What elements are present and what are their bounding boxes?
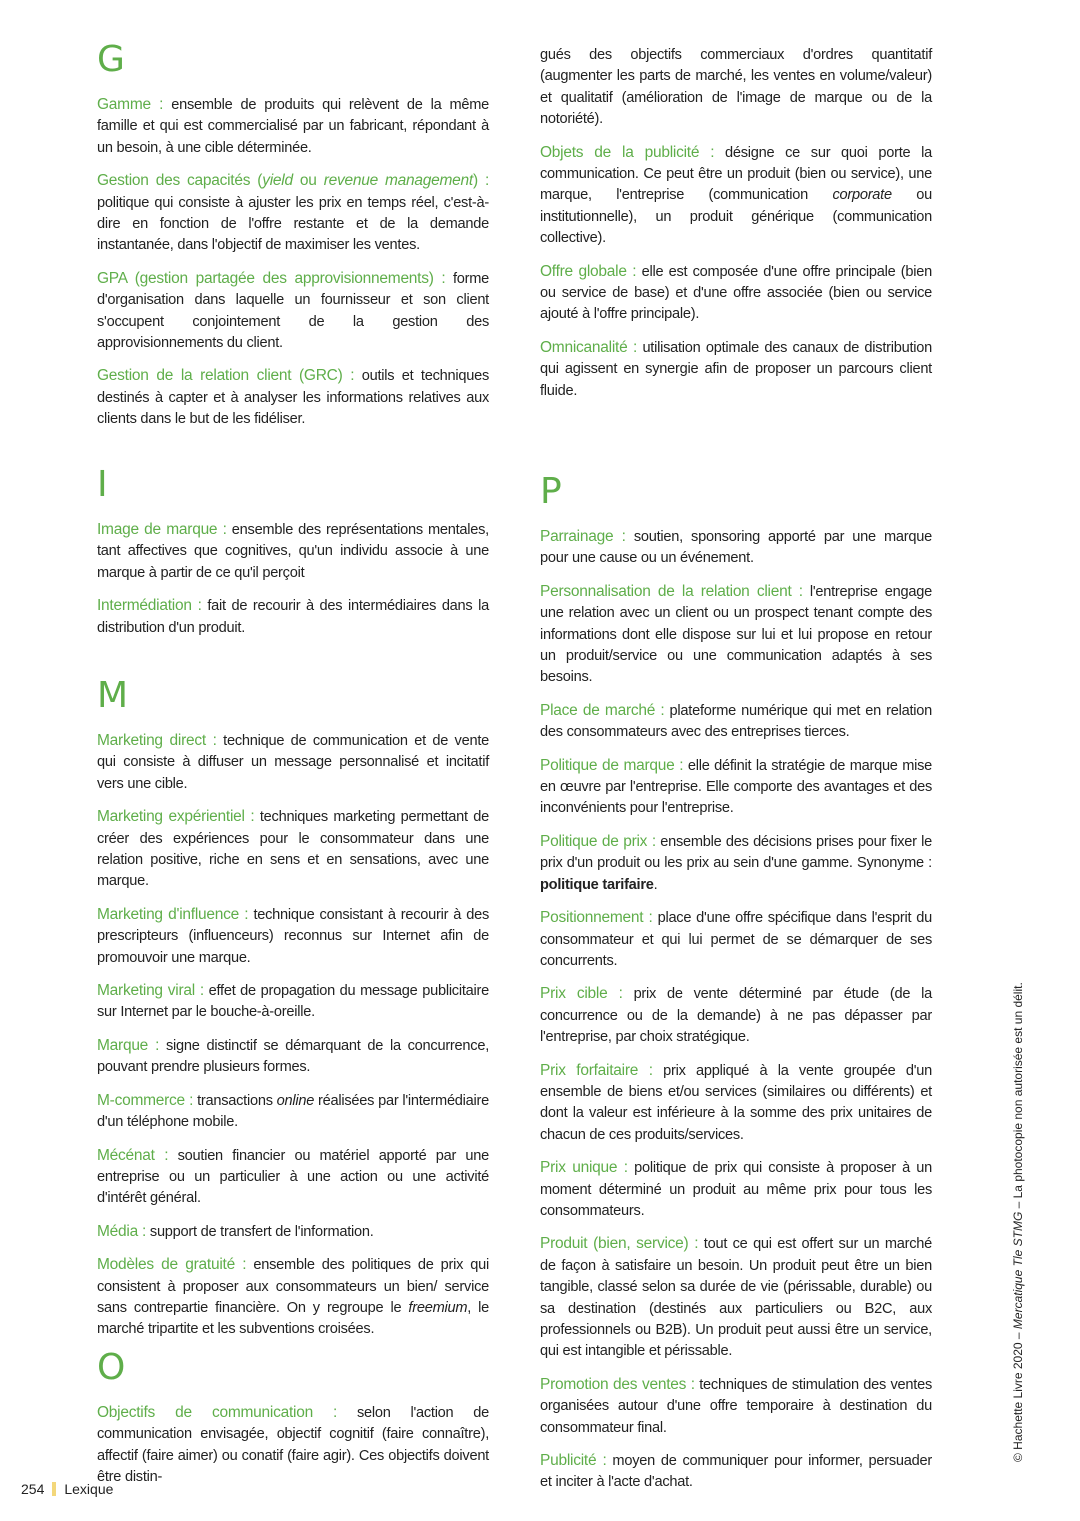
glossary-term: Marketing direct : [97, 732, 217, 749]
glossary-term: ) : [472, 172, 489, 190]
glossary-term: Objets de la publicité : [540, 143, 715, 161]
glossary-definition: ensemble des décisions prises pour fixer le prix d'un produit ou les prix au sein d'une gamme. Synonyme : [540, 833, 932, 872]
glossary-entry-gpa-gestion-partagee-des-approvisionnements [97, 268, 489, 355]
glossary-definition: ensemble des politiques de prix qui consistent à proposer aux consommateurs un bien/ service sans contrepartie financière. On y regroupe le [97, 1257, 489, 1316]
glossary-entry-gamme [97, 94, 489, 159]
glossary-term: Objectifs de communication : [97, 1404, 338, 1421]
copyright-text-end: – La photocopie non autorisée est un délit. [1011, 982, 1025, 1212]
section-g [97, 40, 489, 442]
glossary-term: Omnicanalité : [540, 338, 638, 356]
glossary-entry-marketing-d-influence [97, 904, 489, 969]
glossary-term: Prix cible : [540, 985, 623, 1003]
glossary-term: Personnalisation de la relation client : [540, 582, 803, 600]
glossary-definition: politique de prix qui consiste à proposer à un moment déterminé un produit au même prix pour tous les consommateurs. [540, 1160, 932, 1219]
section-letter: O [97, 1347, 126, 1388]
glossary-definition: réalisées par l'intermédiaire d'un téléphone mobile. [97, 1092, 489, 1131]
glossary-term: Gestion de la relation client (GRC) : [97, 367, 355, 385]
glossary-entry-offre-globale [540, 261, 932, 326]
glossary-entry-politique-de-prix [540, 831, 932, 896]
glossary-definition: ensemble des représentations mentales, tant affectives que cognitives, qu'un individu associe à une marque à partir de ce qu'il perçoit [97, 522, 489, 581]
glossary-entry-place-de-marche [540, 700, 932, 744]
section-letter: P [540, 471, 562, 512]
footer-divider [52, 1482, 56, 1496]
glossary-entry-politique-de-marque [540, 755, 932, 820]
glossary-definition: selon l'action de communication envisagée, objectif cognitif (faire connaître), affectif (faire aimer) ou conatif (faire agir). Ces objectifs doivent être distin- [97, 1405, 489, 1486]
glossary-definition: technique consistant à recourir à des prescripteurs (influenceurs) reconnus sur Internet afin de promouvoir une marque. [97, 906, 489, 966]
glossary-definition: techniques marketing permettant de créer des expériences pour le consommateur dans une relation positive, riche en sens et en sensations, avec une marque. [97, 809, 489, 890]
glossary-entry-marketing-direct [97, 730, 489, 795]
glossary-term: Média : [97, 1222, 147, 1240]
glossary-term: Parrainage : [540, 528, 626, 545]
glossary-term: Gestion des capacités ( [97, 172, 263, 190]
glossary-term: yield [262, 172, 293, 190]
glossary-definition: fait de recourir à des intermédiaires dans la distribution d'un produit. [97, 598, 489, 636]
copyright-text: © Hachette Livre 2020 – [1011, 1329, 1025, 1462]
glossary-definition: l'entreprise engage une relation avec un client ou un prospect tenant compte des informations dont elle dispose sur lui et lui propose en retour un produit/service ou une communication adaptés à ses besoins. [540, 583, 933, 686]
glossary-term: Intermédiation : [97, 597, 202, 615]
glossary-term: Place de marché : [540, 701, 665, 719]
glossary-term: Gamme : [97, 96, 164, 113]
glossary-definition: ou institutionnelle), un produit générique (communication collective). [540, 187, 932, 247]
glossary-term: Image de marque : [97, 521, 227, 538]
glossary-definition: corporate [832, 187, 892, 204]
glossary-term: Politique de marque : [540, 756, 684, 774]
glossary-definition: soutien financier ou matériel apporté par une entreprise ou un particulier à une action ou une activité d'intérêt général. [97, 1147, 489, 1207]
glossary-entry-marketing-experientiel [97, 806, 489, 893]
glossary-definition: place d'une offre spécifique dans l'esprit du consommateur et qui lui permet de se démarquer de ses concurrents. [540, 910, 932, 969]
glossary-definition: moyen de communiquer pour informer, persuader et inciter à l'acte d'achat. [540, 1453, 933, 1491]
glossary-definition: forme d'organisation dans laquelle un fournisseur et son client s'occupent conjointement de la gestion des approvisionnements du client. [97, 270, 489, 352]
glossary-term: GPA (gestion partagée des approvisionnements) : [97, 269, 446, 287]
glossary-entry-positionnement [540, 907, 932, 972]
glossary-term: M-commerce : [97, 1091, 194, 1109]
glossary-definition: politique tarifaire [540, 876, 654, 893]
glossary-definition: . [653, 876, 658, 893]
glossary-term: Positionnement : [540, 909, 653, 927]
glossary-term: Marketing d'influence : [97, 905, 249, 923]
glossary-entry-personnalisation-de-la-relation-client [540, 581, 932, 689]
glossary-entry-media [97, 1221, 489, 1243]
glossary-entry-marketing-viral [97, 980, 489, 1024]
glossary-definition: freemium [408, 1299, 468, 1316]
glossary-entry-modeles-de-gratuite [97, 1254, 489, 1341]
glossary-definition: politique qui consiste à ajuster les prix en temps réel, c'est-à-dire en fonction de l'offre restante et de la demande instantanée, dans l'objectif de maximiser les ventes. [97, 194, 489, 254]
glossary-entry-objets-de-la-publicite [540, 142, 932, 250]
glossary-term: ou [292, 172, 324, 190]
section-letter: G [97, 39, 125, 80]
glossary-term: Marketing viral : [97, 982, 204, 1000]
glossary-entry-prix-forfaitaire [540, 1060, 932, 1147]
glossary-term: Offre globale : [540, 262, 637, 280]
glossary-definition: prix appliqué à la vente groupée d'un ensemble de biens et/ou services (similaires ou différents) et dont la valeur est inférieure à la somme des prix unitaires de chacun de ces produits/services. [540, 1062, 932, 1143]
glossary-entry-image-de-marque [97, 519, 489, 584]
glossary-definition: effet de propagation du message publicitaire sur Internet par le bouche-à-oreille. [97, 983, 489, 1021]
glossary-entry-mecenat [97, 1145, 489, 1210]
glossary-term: Prix unique : [540, 1159, 628, 1177]
glossary-definition: signe distinctif se démarquant de la concurrence, pouvant prendre plusieurs formes. [97, 1037, 489, 1076]
glossary-definition: , le marché tripartite et les subventions croisées. [97, 1299, 490, 1338]
glossary-term: revenue management [323, 172, 473, 190]
section-letter: M [97, 675, 129, 716]
section-i [97, 465, 489, 650]
glossary-entry-publicite [540, 1450, 932, 1494]
glossary-definition: désigne ce sur quoi porte la communication. Ce peut être un produit (bien ou service), une marque, l'entreprise (communication [540, 144, 932, 204]
section-continued [540, 45, 932, 413]
glossary-term: Marketing expérientiel : [97, 808, 255, 826]
glossary-definition: tout ce qui est offert sur un marché de façon à satisfaire un besoin. Un produit peut être un bien tangible, classé selon sa durée de vie (périssable, durable) ou sa destination (destinés aux particuliers ou B2C, aux professionnels ou B2B). Un produit peut aussi être un service, qui est intangible et périssable. [540, 1236, 933, 1360]
section-p [540, 472, 932, 1505]
glossary-entry-prix-cible [540, 983, 932, 1048]
book-title: Mercatique Tle STMG [1011, 1211, 1025, 1330]
glossary-entry-marque [97, 1035, 489, 1079]
glossary-definition: utilisation optimale des canaux de distribution qui agissent en synergie afin de proposer un parcours client fluide. [540, 339, 932, 399]
glossary-entry-omnicanalite [540, 337, 932, 402]
glossary-definition: support de transfert de l'information. [146, 1223, 374, 1240]
glossary-term: Promotion des ventes : [540, 1375, 695, 1393]
glossary-term: Mécénat : [97, 1146, 169, 1164]
glossary-entry-prix-unique [540, 1157, 932, 1222]
page-number: 254 [21, 1481, 45, 1497]
section-letter: I [97, 464, 108, 505]
glossary-definition: prix de vente déterminé par étude (de la concurrence ou de la demande) à ne pas dépasser par l'entreprise, par choix stratégique. [540, 986, 932, 1046]
glossary-entry-m-commerce [97, 1090, 489, 1134]
glossary-term: Publicité : [540, 1452, 607, 1470]
section-name: Lexique [64, 1481, 114, 1497]
glossary-definition: plateforme numérique qui met en relation des consommateurs avec des entreprises tierces. [540, 702, 932, 741]
glossary-definition: ensemble de produits qui relèvent de la même famille et qui est commercialisé par un fabricant, répondant à un besoin, à une cible déterminée. [97, 97, 490, 156]
section-o [97, 1348, 489, 1500]
glossary-term: Marque : [97, 1036, 160, 1054]
glossary-definition: soutien, sponsoring apporté par une marque pour une cause ou un événement. [540, 529, 932, 567]
glossary-entry-continued [540, 45, 932, 131]
glossary-definition: outils et techniques destinés à capter et à analyser les informations relatives aux clients dans le but de les fidéliser. [97, 368, 490, 428]
glossary-definition: technique de communication et de vente qui consiste à diffuser un message personnalisé et incitatif vers une cible. [97, 733, 489, 792]
glossary-term: Politique de prix : [540, 832, 656, 850]
glossary-entry-produit-bien-service [540, 1233, 932, 1362]
glossary-term: Produit (bien, service) : [540, 1235, 699, 1253]
glossary-definition: gués des objectifs commerciaux d'ordres quantitatif (augmenter les parts de marché, les ventes en volume/valeur) et qualitatif (amélioration de l'image de marque ou de la notoriété). [540, 47, 932, 128]
glossary-entry-gestion-de-la-relation-client-grc [97, 365, 489, 430]
page-footer [21, 1481, 113, 1497]
section-m [97, 676, 489, 1352]
glossary-definition: elle définit la stratégie de marque mise en œuvre par l'entreprise. Elle comporte des avantages et des inconvénients pour l'entreprise. [540, 757, 933, 817]
glossary-entry-objectifs-de-communication [97, 1402, 489, 1489]
glossary-entry-promotion-des-ventes [540, 1374, 932, 1439]
copyright-notice [1011, 982, 1025, 1462]
glossary-definition: techniques de stimulation des ventes organisées autour d'une offre temporaire à destination du consommateur final. [540, 1376, 932, 1436]
glossary-definition: online [276, 1092, 315, 1109]
glossary-entry-parrainage [540, 526, 932, 570]
glossary-definition: elle est composée d'une offre principale (bien ou service de base) et d'une offre associée (bien ou service ajouté à l'offre principale). [540, 263, 932, 323]
glossary-term: Modèles de gratuité : [97, 1256, 247, 1274]
glossary-entry-intermediation [97, 595, 489, 639]
glossary-entry-gestion-des-capacites-yield-ou-revenue-management [97, 170, 489, 257]
glossary-definition: transactions [193, 1092, 277, 1109]
glossary-term: Prix forfaitaire : [540, 1061, 653, 1079]
